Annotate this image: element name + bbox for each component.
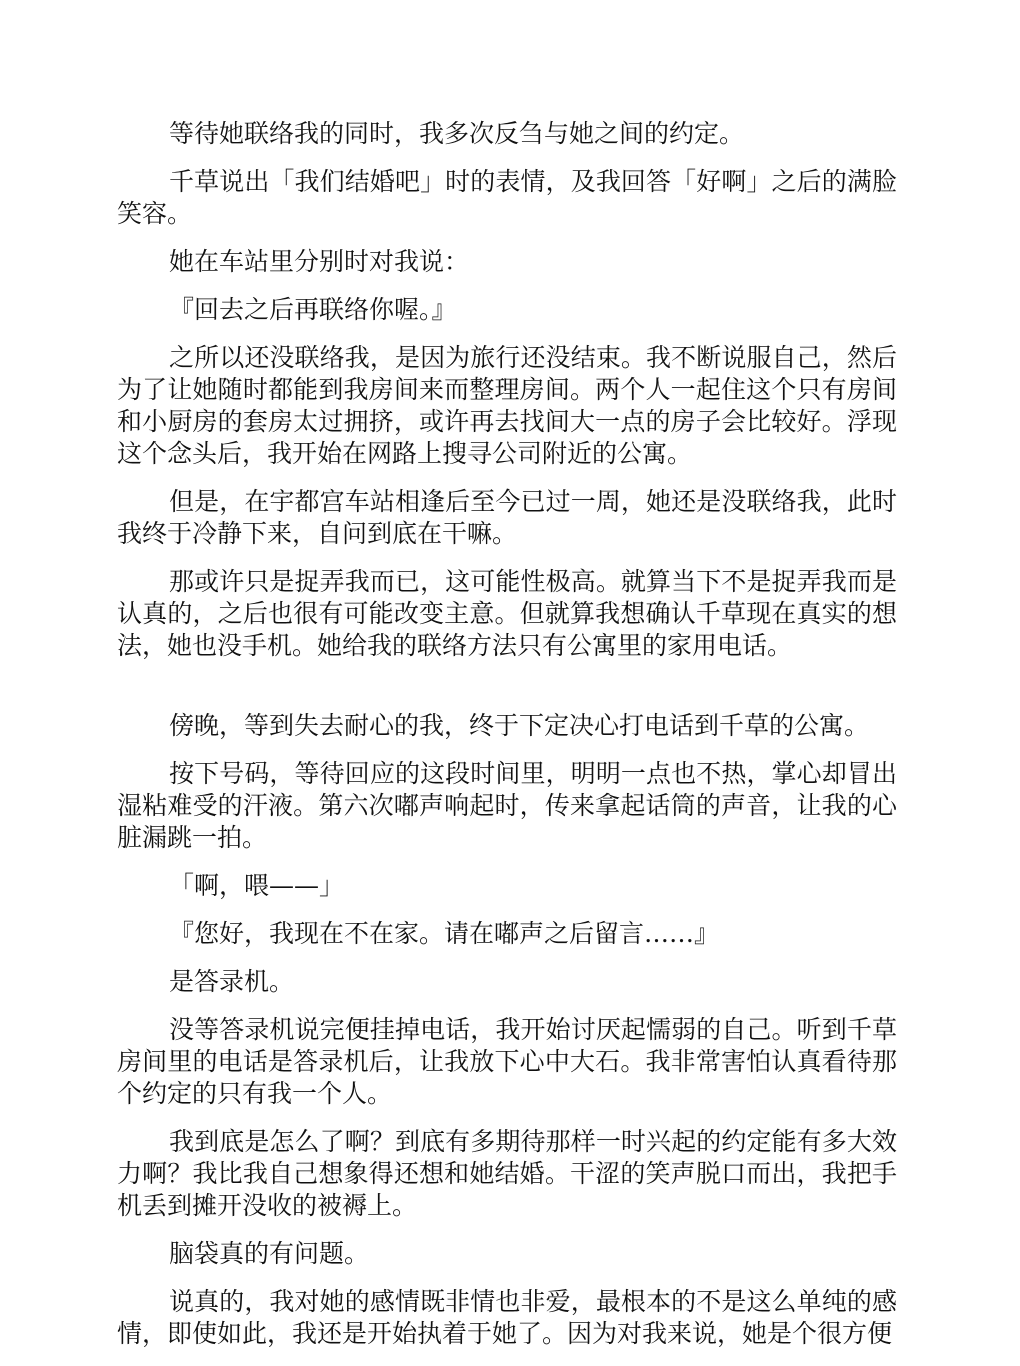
section-break: [117, 678, 897, 710]
document-page: [117, 118, 897, 1366]
paragraph-3: 她在车站里分别时对我说：: [169, 247, 470, 276]
paragraph-12: 是答录机。: [169, 967, 295, 996]
paragraph-2: 千草说出「我们结婚吧」时的表情，及我回答「好啊」之后的满脸笑容。: [117, 167, 897, 228]
paragraph-9: 按下号码，等待回应的这段时间里，明明一点也不热，掌心却冒出湿粘难受的汗液。第六次嘟声响起时，传来拿起话筒的声音，让我的心脏漏跳一拍。: [117, 759, 897, 852]
paragraph-10: 「啊，喂——」: [169, 871, 345, 900]
paragraph-4: 『回去之后再联络你喔。』: [169, 295, 457, 324]
paragraph-14: 我到底是怎么了啊？到底有多期待那样一时兴起的约定能有多大效力啊？我比我自己想象得还想和她结婚。干涩的笑声脱口而出，我把手机丢到摊开没收的被褥上。: [117, 1127, 897, 1220]
paragraph-8: 傍晚，等到失去耐心的我，终于下定决心打电话到千草的公寓。: [169, 711, 870, 740]
paragraph-15: 脑袋真的有问题。: [169, 1239, 370, 1268]
paragraph-13: 没等答录机说完便挂掉电话，我开始讨厌起懦弱的自己。听到千草房间里的电话是答录机后，让我放下心中大石。我非常害怕认真看待那个约定的只有我一个人。: [117, 1015, 897, 1108]
paragraph-1: 等待她联络我的同时，我多次反刍与她之间的约定。: [169, 119, 745, 148]
paragraph-11: 『您好，我现在不在家。请在嘟声之后留言……』: [169, 919, 720, 948]
paragraph-6: 但是，在宇都宫车站相逢后至今已过一周，她还是没联络我，此时我终于冷静下来，自问到底在干嘛。: [117, 487, 897, 548]
paragraph-7: 那或许只是捉弄我而已，这可能性极高。就算当下不是捉弄我而是认真的，之后也很有可能改变主意。但就算我想确认千草现在真实的想法，她也没手机。她给我的联络方法只有公寓里的家用电话。: [117, 567, 897, 660]
paragraph-16: 说真的，我对她的感情既非情也非爱，最根本的不是这么单纯的感情，即使如此，我还是开始执着于她了。因为对我来说，她是个很方便: [117, 1287, 897, 1348]
paragraph-5: 之所以还没联络我，是因为旅行还没结束。我不断说服自己，然后为了让她随时都能到我房间来而整理房间。两个人一起住这个只有房间和小厨房的套房太过拥挤，或许再去找间大一点的房子会比较好。浮现这个念头后，我开始在网路上搜寻公司附近的公寓。: [117, 343, 897, 468]
